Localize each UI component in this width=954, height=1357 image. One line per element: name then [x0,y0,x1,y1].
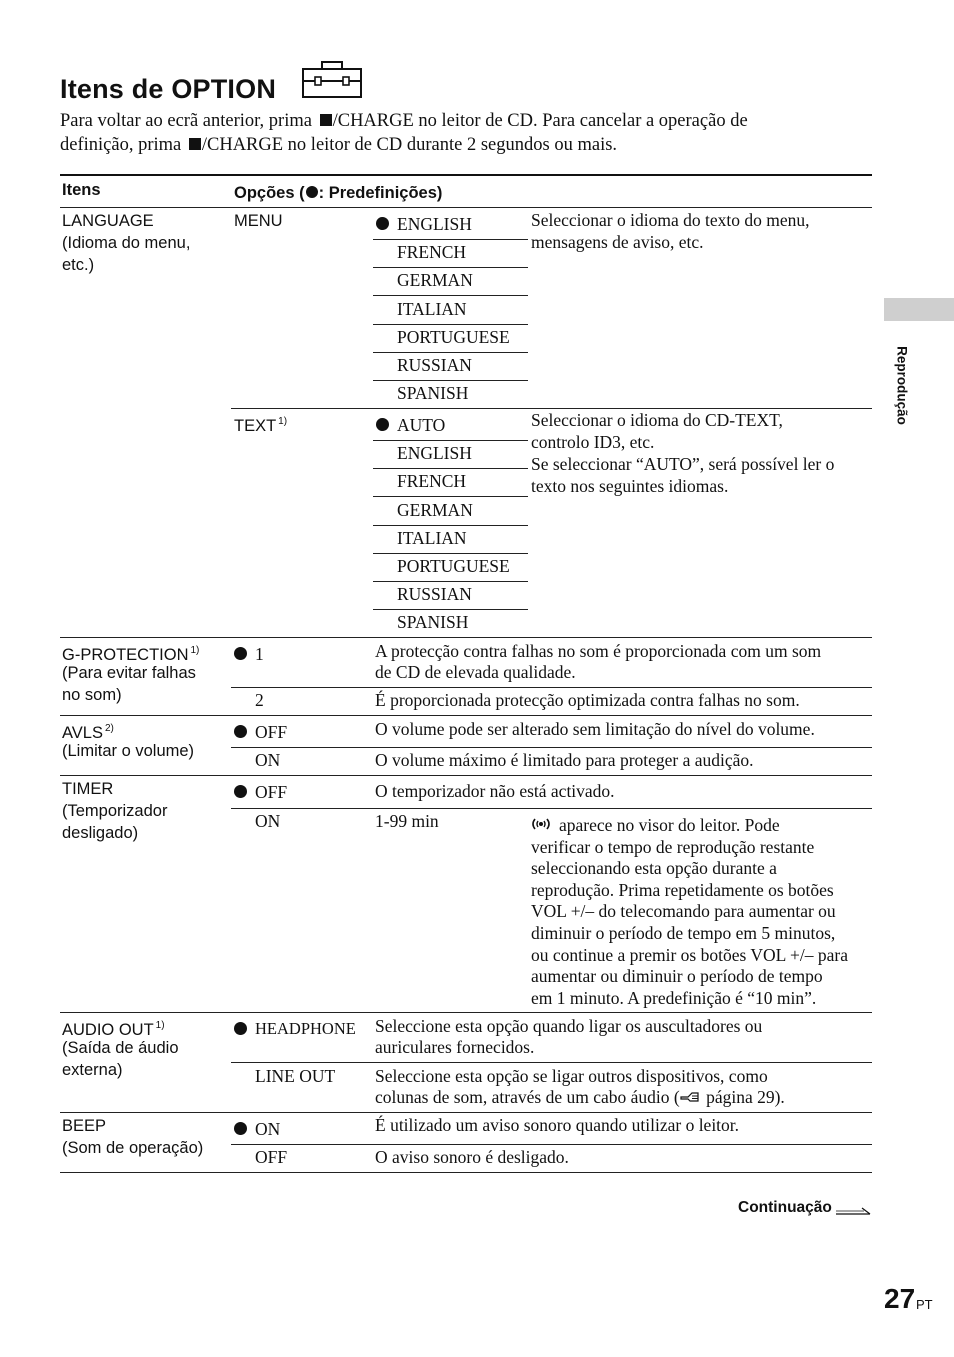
page-number: 27 [884,1283,916,1314]
row-rule [231,1062,872,1063]
menu-desc: Seleccionar o idioma do texto do menu, [531,210,810,230]
default-dot-icon [234,1122,247,1135]
option-rule [373,496,528,497]
option-desc: É proporcionada protecção optimizada contra falhas no som. [375,690,800,710]
default-dot-icon [376,217,389,230]
item-audioout-sub: externa) [62,1061,123,1079]
text-desc: texto nos seguintes idiomas. [531,476,729,496]
page-reference-hand-icon [680,1090,702,1104]
timer-desc-line: verificar o tempo de reprodução restante [531,836,815,857]
item-gprotection-label: G-PROTECTION $^{1)}$ [62,645,200,664]
timer-desc-line: seleccionando esta opção durante a [531,858,777,879]
item-language-sub: etc.) [62,256,95,274]
option-value: RUSSIAN [397,584,472,605]
default-dot-icon [234,647,247,660]
option-value: PORTUGUESE [397,556,510,576]
item-beep-sub: (Som de operação) [62,1139,204,1157]
intro-line-2: definição, prima /CHARGE no leitor de CD durante 2 segundos ou mais. [60,135,618,155]
row-rule [231,687,872,688]
option-rule [373,380,528,381]
option-value: AUTO [397,415,446,435]
menu-label: MENU [234,212,283,230]
option-rule [373,553,528,554]
option-rule [373,525,528,526]
item-audioout-label: AUDIO OUT $^{1)}$ [62,1020,165,1039]
intro-line-1: Para voltar ao ecrã anterior, prima /CHARGE no leitor de CD. Para cancelar a operação de [60,111,748,131]
option-desc: de CD de elevada qualidade. [375,662,576,682]
table-bottom-rule [60,1172,872,1173]
text-label: TEXT $^{1)}$ [234,416,288,435]
item-avls-label: AVLS $^{2)}$ [62,723,114,742]
option-rule [373,239,528,240]
option-value: OFF [255,1147,288,1167]
option-value: ITALIAN [397,527,467,548]
timer-desc-line: diminuir o período de tempo em 5 minutos, [531,923,836,943]
option-value: PORTUGUESE [397,326,510,347]
option-value: ON [255,1119,281,1139]
option-value: HEADPHONE [255,1019,356,1038]
option-toolbox-icon [302,60,364,100]
page-language-code: PT [916,1297,933,1312]
option-rule [373,440,528,441]
header-items: Itens [62,181,101,199]
row-rule [60,637,872,638]
option-value: ON [255,811,281,831]
row-rule [60,715,872,716]
option-value: SPANISH [397,383,469,404]
row-rule [60,775,872,776]
option-desc: Seleccione esta opção se ligar outros dispositivos, como [375,1066,768,1086]
stop-icon [189,138,201,150]
option-value: OFF [255,782,288,802]
stop-icon [320,114,332,126]
option-rule [373,295,528,296]
option-rule [373,468,528,469]
default-dot-icon [376,418,389,431]
text-desc: controlo ID3, etc. [531,432,655,452]
option-value: FRENCH [397,471,467,492]
item-gprotection-sub: (Para evitar falhas [62,664,196,682]
option-desc: A protecção contra falhas no som é proporcionada com um som [375,641,822,661]
row-rule [60,1012,872,1013]
option-value: ENGLISH [397,443,472,464]
row-rule [231,747,872,748]
default-dot-icon [234,1022,247,1035]
option-rule [373,609,528,610]
option-value: SPANISH [397,612,469,633]
option-value: OFF [255,722,288,742]
item-audioout-sub: (Saída de áudio [62,1039,179,1057]
option-value: FRENCH [397,242,467,263]
table-header-rule [60,207,872,208]
item-beep-label: BEEP [62,1117,107,1135]
item-timer-label: TIMER [62,780,114,798]
option-desc: O temporizador não está activado. [375,781,615,801]
option-range: 1-99 min [375,811,439,831]
item-timer-sub: (Temporizador [62,802,168,820]
timer-desc-line: ou continue a premir os botões VOL +/– para [531,944,849,965]
option-rule [373,324,528,325]
default-dot-icon [306,186,318,198]
option-rule [373,352,528,353]
option-value: LINE OUT [255,1066,336,1086]
timer-desc-line: VOL +/– do telecomando para aumentar ou [531,901,836,922]
option-desc: O volume pode ser alterado sem limitação do nível do volume. [375,719,815,739]
section-side-tab [884,298,954,321]
default-dot-icon [234,725,247,738]
option-desc: Seleccione esta opção quando ligar os auscultadores ou [375,1016,763,1036]
item-timer-sub: desligado) [62,824,139,842]
page-title: Itens de OPTION [60,74,277,104]
timer-indicator-icon [531,817,551,831]
option-value: ON [255,750,281,770]
option-desc: colunas de som, através de um cabo áudio ( página 29). [375,1087,785,1107]
item-language-sub: (Idioma do menu, [62,234,191,252]
row-rule [231,808,872,809]
section-side-label: Reprodução [894,346,910,425]
item-language-label: LANGUAGE [62,212,154,230]
text-desc: Seleccionar o idioma do CD-TEXT, [531,410,783,430]
option-value: 2 [255,690,264,710]
option-desc: auriculares fornecidos. [375,1037,535,1057]
row-rule [231,1144,872,1145]
default-dot-icon [234,785,247,798]
continue-arrow-icon [836,1206,872,1216]
menu-desc: mensagens de aviso, etc. [531,232,704,252]
table-top-rule [60,174,872,176]
timer-desc-line: em 1 minuto. A predefinição é “10 min”. [531,987,817,1008]
option-rule [373,267,528,268]
option-value: ITALIAN [397,298,467,319]
option-desc: É utilizado um aviso sonoro quando utilizar o leitor. [375,1115,740,1135]
option-value: 1 [255,644,264,664]
option-value: GERMAN [397,270,473,291]
header-options: Opções ( : Predefinições) [234,184,443,202]
option-desc: O volume máximo é limitado para proteger a audição. [375,750,754,770]
option-value: GERMAN [397,499,473,520]
timer-desc-line: aumentar ou diminuir o período de tempo [531,966,823,987]
option-value: RUSSIAN [397,355,472,375]
text-desc: Se seleccionar “AUTO”, será possível ler o [531,454,835,474]
option-rule [373,581,528,582]
timer-desc-line: aparece no visor do leitor. Pode [559,815,780,835]
continued-label: Continuação [738,1199,832,1216]
option-value: ENGLISH [397,214,472,234]
row-rule [60,1112,872,1113]
item-avls-sub: (Limitar o volume) [62,742,195,760]
option-desc: O aviso sonoro é desligado. [375,1147,569,1167]
item-gprotection-sub: no som) [62,686,122,704]
timer-desc-line: reprodução. Prima repetidamente os botões [531,879,834,900]
